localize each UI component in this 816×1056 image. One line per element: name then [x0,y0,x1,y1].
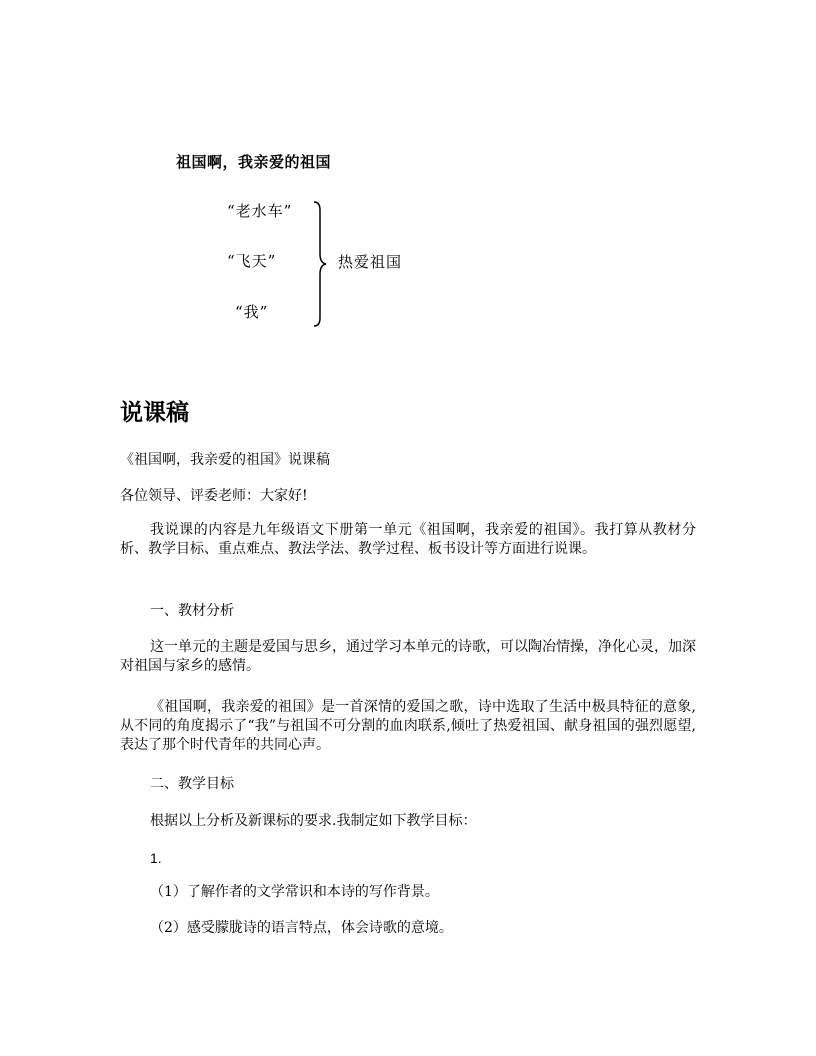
heading-teaching-goals: 二、教学目标 [150,776,234,792]
board-result: 热爱祖国 [338,253,403,271]
greeting: 各位领导、评委老师：大家好! [120,488,308,504]
goals-intro: 根据以上分析及新课标的要求.我制定如下教学目标： [150,813,477,829]
intro-paragraph: 我说课的内容是九年级语文下册第一单元《祖国啊，我亲爱的祖国》。我打算从教材分析、教学目标、重点难点、教法学法、教学过程、板书设计等方面进行说课。 [120,522,696,557]
board-item-me: “我” [235,303,269,321]
goal-number-1: 1. [150,850,162,866]
heading-material-analysis: 一、教材分析 [150,603,234,619]
right-brace-icon [310,200,330,328]
board-item-old-waterwheel: “老水车” [227,202,293,220]
board-item-feitian: “飞天” [227,252,277,270]
material-paragraph-2: 《祖国啊，我亲爱的祖国》是一首深情的爱国之歌，诗中选取了生活中极具特征的意象,从不同的角度揭示了“我”与祖国不可分割的血肉联系,倾吐了热爱祖国、献身祖国的强烈愿望,表达了那个时代青年的共同心声。 [120,699,696,753]
goal-item-1: （1）了解作者的文学常识和本诗的写作背景。 [150,884,439,900]
doc-title-line: 《祖国啊，我亲爱的祖国》说课稿 [120,452,330,468]
board-title: 祖国啊，我亲爱的祖国 [176,153,332,171]
material-paragraph-1: 这一单元的主题是爱国与思乡，通过学习本单元的诗歌，可以陶冶情操，净化心灵，加深对祖国与家乡的感情。 [120,639,696,674]
section-heading: 说课稿 [120,400,189,426]
goal-item-2: （2）感受朦胧诗的语言特点，体会诗歌的意境。 [150,920,453,936]
